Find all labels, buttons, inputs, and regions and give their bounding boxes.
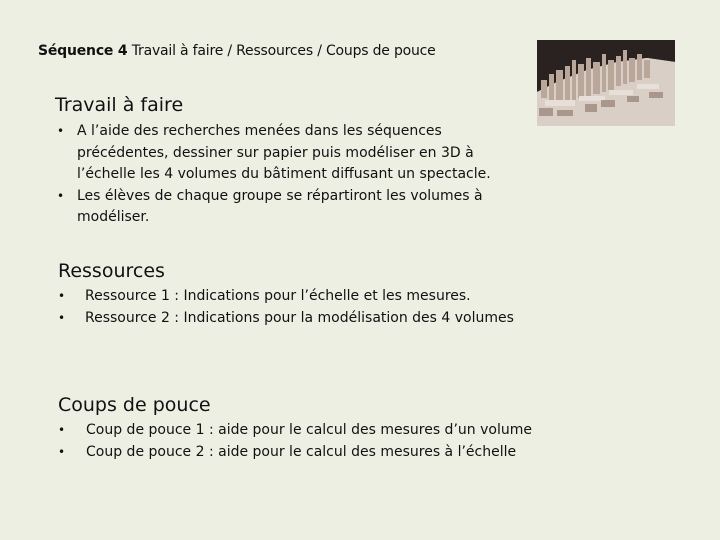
city-model-photo — [537, 40, 675, 126]
bullet-icon: • — [58, 310, 66, 325]
bullet-icon: • — [57, 124, 65, 138]
bullet-icon: • — [58, 444, 66, 459]
ressources-title: Ressources — [58, 260, 165, 282]
list-item[interactable] — [58, 442, 558, 464]
coup-de-pouce-1-link[interactable]: Coup de pouce 1 : aide pour le calcul des mesures d’un volume — [86, 422, 532, 438]
slide-header — [38, 43, 436, 59]
list-item — [55, 121, 505, 186]
coups-title: Coups de pouce — [58, 394, 211, 416]
ressource-1-link[interactable]: Ressource 1 : Indications pour l’échelle et les mesures. — [85, 288, 471, 304]
coups-list — [58, 420, 558, 463]
sequence-label: Séquence 4 — [38, 43, 128, 59]
list-item[interactable] — [58, 420, 558, 442]
travail-item-2: Les élèves de chaque groupe se répartiront les volumes à modéliser. — [77, 187, 483, 225]
bullet-icon: • — [58, 289, 66, 303]
coup-de-pouce-2-link[interactable]: Coup de pouce 2 : aide pour le calcul des mesures à l’échelle — [86, 443, 517, 460]
bullet-icon: • — [58, 423, 66, 437]
bullet-icon: • — [57, 188, 65, 203]
ressource-2-link[interactable]: Ressource 2 : Indications pour la modélisation des 4 volumes — [85, 309, 514, 326]
travail-item-1: A l’aide des recherches menées dans les séquences précédentes, dessiner sur papier puis modéliser en 3D à l’échelle les 4 volumes du bâtiment diffusant un spectacle. — [77, 123, 491, 182]
header-subtitle: Travail à faire / Ressources / Coups de pouce — [131, 43, 436, 59]
list-item[interactable] — [58, 286, 538, 308]
ressources-list — [58, 286, 538, 329]
travail-list — [55, 121, 505, 229]
list-item[interactable] — [58, 308, 538, 330]
travail-title: Travail à faire — [55, 94, 184, 116]
list-item — [55, 186, 505, 229]
